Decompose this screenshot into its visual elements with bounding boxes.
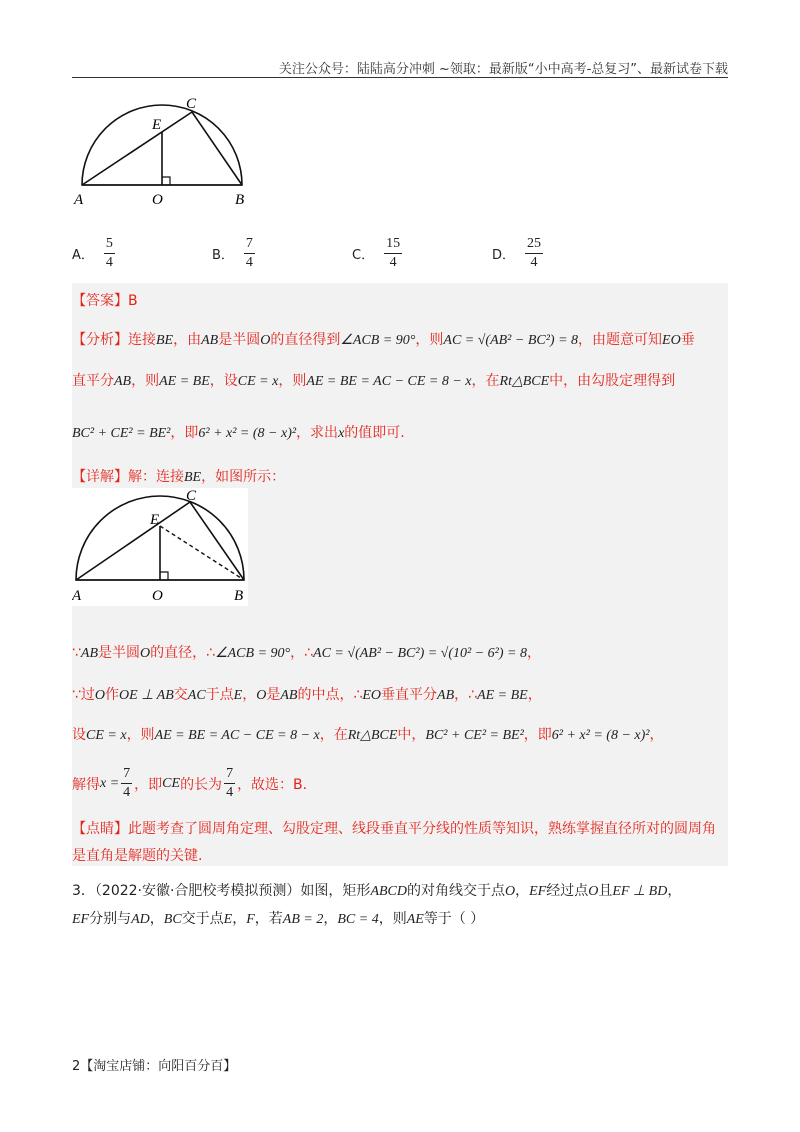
option-b-fraction: $\frac{7}{4}$: [245, 236, 253, 270]
question-3-line-2: EF分别与AD，BC交于点E，F，若AB = 2，BC = 4，则AE等于（ ）: [72, 911, 485, 927]
detail-line-3: ∵过O作OE ⊥ AB交AC于点E，O是AB的中点，∴EO垂直平分AB，∴AE = BE，: [72, 687, 542, 703]
label-b: B: [235, 192, 245, 208]
option-b[interactable]: [212, 236, 255, 271]
analysis-line-1: 【分析】连接BE，由AB是半圆O的直径得到∠ACB = 90°，则AC = √(AB² − BC²) = 8，由题意可知EO垂: [72, 332, 695, 348]
semicircle-figure-1: [72, 92, 272, 212]
detail-line-4: 设CE = x，则AE = BE = AC − CE = 8 − x，在Rt△BCE中，BC² + CE² = BE²，即6² + x² = (8 − x)²，: [72, 727, 664, 743]
label-b-2: B: [234, 588, 244, 604]
segment-bc: [192, 112, 242, 185]
analysis-line-2: 直平分AB，则AE = BE，设CE = x，则AE = BE = AC − CE = 8 − x，在Rt△BCE中，由勾股定理得到: [72, 373, 676, 389]
option-a-fraction: $\frac{5}{4}$: [105, 236, 113, 270]
label-c-2: C: [186, 488, 197, 504]
label-c: C: [186, 96, 197, 112]
label-e: E: [152, 117, 162, 133]
option-a-label: A．: [72, 248, 94, 263]
right-angle-mark-2: [160, 572, 168, 580]
segment-be-dashed: [160, 526, 244, 580]
option-d[interactable]: [492, 236, 543, 271]
question-3-line-1: 3．（2022·安徽·合肥校考模拟预测）如图，矩形ABCD的对角线交于点O，EF经过点O且EF ⊥ BD，: [72, 883, 682, 899]
option-c-label: C．: [352, 248, 375, 263]
page-footer: 2【淘宝店铺：向阳百分百】: [72, 1059, 237, 1074]
semicircle-figure-2: [72, 488, 248, 606]
detail-line-1: 【详解】解：连接BE，如图所示：: [72, 469, 286, 485]
comment-line-2: 是直角是解题的关键.: [72, 848, 203, 864]
option-d-fraction: $\frac{25}{4}$: [527, 236, 542, 270]
label-o-2: O: [152, 588, 163, 604]
segment-ac-2: [76, 502, 190, 580]
label-a: A: [74, 192, 84, 208]
answer-line: 【答案】B: [72, 293, 138, 309]
option-c[interactable]: [352, 236, 402, 271]
option-a[interactable]: [72, 236, 115, 271]
option-b-label: B．: [212, 248, 234, 263]
right-angle-mark: [162, 177, 170, 185]
page-header: 关注公众号：陆陆高分冲刺 ~领取：最新版“小中高考-总复习”、最新试卷下载: [278, 62, 728, 77]
analysis-line-3: BC² + CE² = BE²，即6² + x² = (8 − x)²，求出x的值即可.: [72, 425, 405, 441]
segment-ac: [82, 112, 192, 185]
answer-options: [72, 236, 632, 276]
header-divider: [72, 77, 728, 78]
label-a-2: A: [72, 588, 82, 604]
detail-line-5: 解得 x = $\frac{7}{4}$ ，即 CE 的长为 $\frac{7}{4}$ ，故选：B.: [72, 766, 308, 800]
detail-line-2: ∵AB是半圆O的直径，∴∠ACB = 90°，∴AC = √(AB² − BC²) = √(10² − 6²) = 8，: [72, 645, 541, 661]
option-c-fraction: $\frac{15}{4}$: [386, 236, 401, 270]
segment-bc-2: [190, 502, 244, 580]
label-o: O: [152, 192, 163, 208]
label-e-2: E: [150, 512, 160, 528]
option-d-label: D．: [492, 248, 516, 263]
comment-line-1: 【点睛】此题考查了圆周角定理、勾股定理、线段垂直平分线的性质等知识，熟练掌握直径所对的圆周角: [72, 821, 716, 837]
